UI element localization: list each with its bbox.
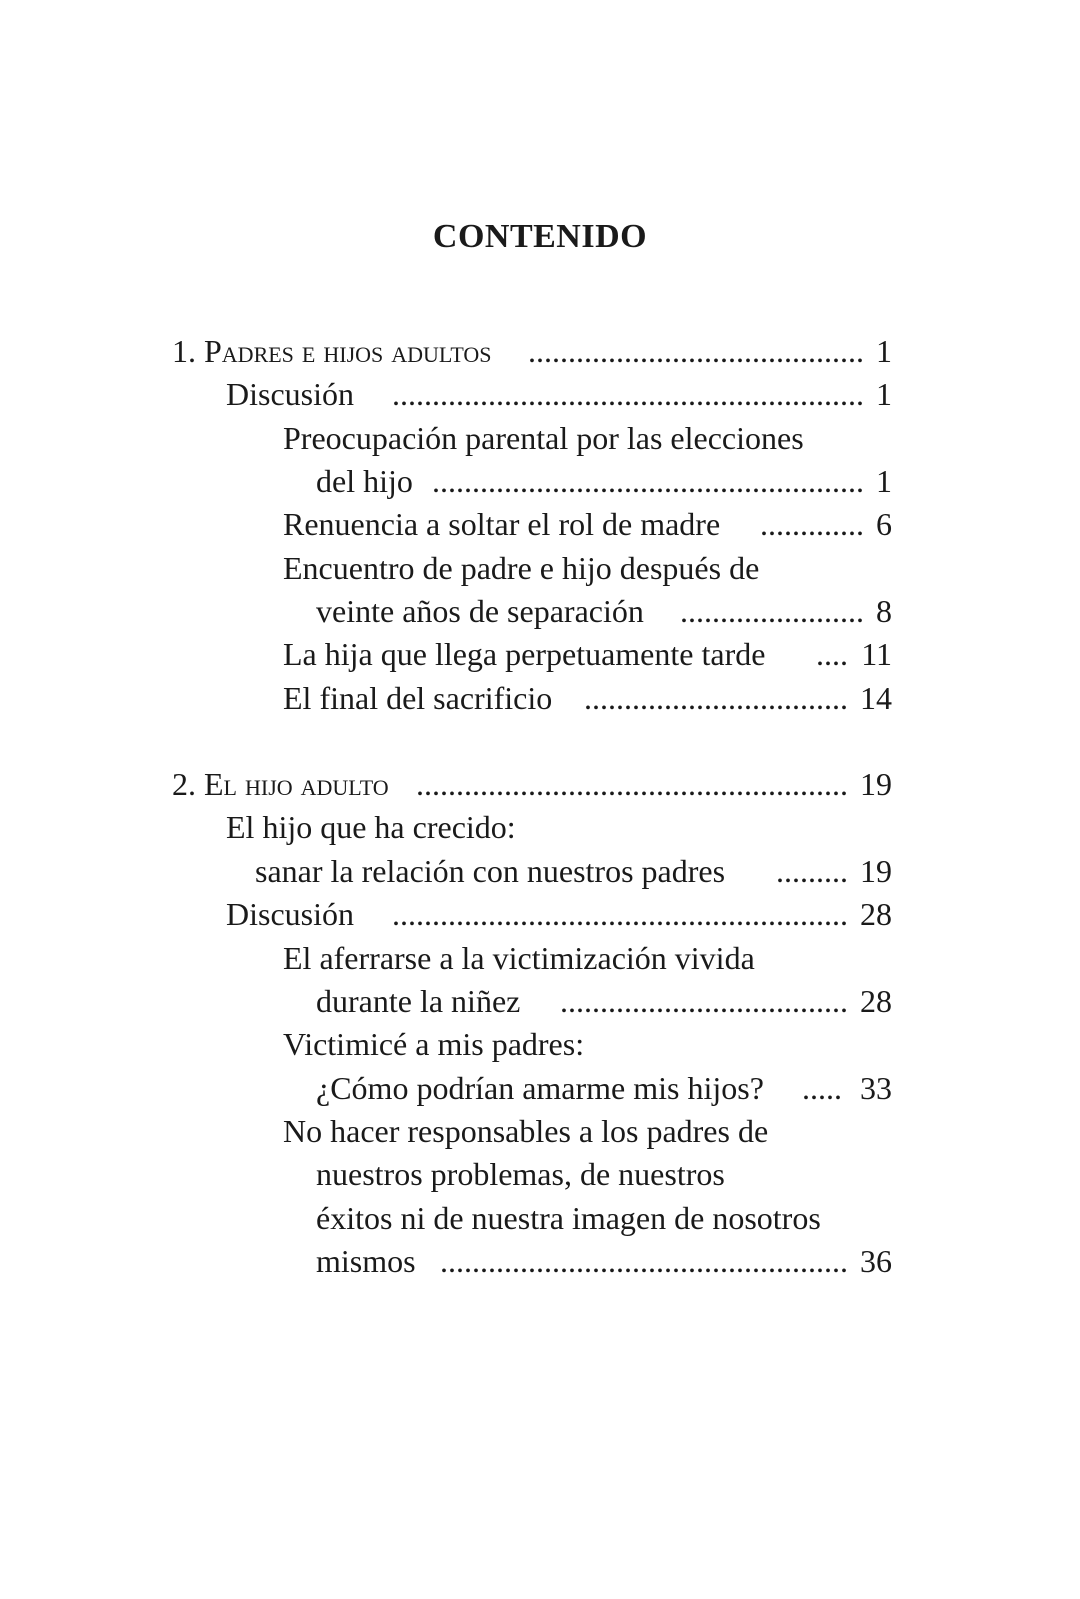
toc-entry-text: Discusión [226,376,354,412]
toc-entry [0,546,1080,590]
toc-entry-text: Encuentro de padre e hijo después de [283,550,760,586]
dot-leader: ........................................................... [392,376,864,412]
dot-leader: .................................... [560,983,848,1019]
toc-entry-text: No hacer responsables a los padres de [283,1113,769,1149]
toc-entry [0,1109,1080,1153]
toc-entry [0,589,1080,633]
toc-page-number: 19 [860,766,892,802]
toc-entry [0,1022,1080,1066]
toc-page-number: 8 [876,593,892,629]
toc-entry-text: 1. Padres e hijos adultos [172,333,492,369]
toc-entry [0,1196,1080,1240]
dot-leader: ................................. [584,680,848,716]
toc-entry [0,676,1080,720]
dot-leader: ......... [776,853,848,889]
toc-entry-discusion-2 [0,892,1080,936]
toc-entry-text: del hijo [316,463,413,499]
toc-entry-text: mismos [316,1243,416,1279]
toc-page-number: 36 [860,1243,892,1279]
toc-entry [0,936,1080,980]
dot-leader: ................................................... [440,1243,848,1279]
toc-page-number: 19 [860,853,892,889]
toc-page-number: 1 [876,333,892,369]
toc-page-number: 11 [861,636,892,672]
toc-entry [0,502,1080,546]
dot-leader: ...................................................... [416,766,848,802]
dot-leader: ..... [802,1070,842,1106]
toc-entry-text: Victimicé a mis padres: [283,1026,585,1062]
toc-page-number: 28 [860,896,892,932]
dot-leader: ...................................................... [432,463,864,499]
toc-page-number: 1 [876,376,892,412]
toc-entry [0,979,1080,1023]
toc-chapter-2 [0,762,1080,806]
toc-entry-text: El aferrarse a la victimización vivida [283,940,755,976]
toc-entry-text: La hija que llega perpetuamente tarde [283,636,766,672]
dot-leader: ............. [760,506,864,542]
toc-entry [0,1152,1080,1196]
toc-page-number: 1 [876,463,892,499]
toc-entry [0,632,1080,676]
toc-page-number: 14 [860,680,892,716]
toc-entry-text: 2. El hijo adulto [172,766,389,802]
toc-entry [0,805,1080,849]
toc-entry-text: sanar la relación con nuestros padres [255,853,726,889]
page-title: CONTENIDO [432,218,648,255]
toc-entry-text: Discusión [226,896,354,932]
toc-entry [0,849,1080,893]
toc-entry-text: veinte años de separación [316,593,644,629]
toc-page-number: 28 [860,983,892,1019]
toc-chapter-1 [0,329,1080,373]
dot-leader: ....................... [680,593,864,629]
toc-entry [0,1239,1080,1283]
toc-entry-text: éxitos ni de nuestra imagen de nosotros [316,1200,821,1236]
toc-entry-text: Preocupación parental por las elecciones [283,420,804,456]
toc-entry [0,459,1080,503]
toc-entry-text: nuestros problemas, de nuestros [316,1156,725,1192]
toc-entry-text: durante la niñez [316,983,521,1019]
toc-entry [0,1066,1080,1110]
dot-leader: .... [816,636,848,672]
toc-entry-text: El hijo que ha crecido: [226,809,516,845]
toc-entry-text: ¿Cómo podrían amarme mis hijos? [316,1070,764,1106]
toc-entry-text: Renuencia a soltar el rol de madre [283,506,721,542]
toc-entry-text: El final del sacrificio [283,680,553,716]
toc-entry-discusion-1 [0,372,1080,416]
toc-page-number: 6 [876,506,892,542]
dot-leader: .......................................... [528,333,864,369]
toc-page-number: 33 [860,1070,892,1106]
dot-leader: ......................................................... [392,896,848,932]
toc-entry [0,416,1080,460]
